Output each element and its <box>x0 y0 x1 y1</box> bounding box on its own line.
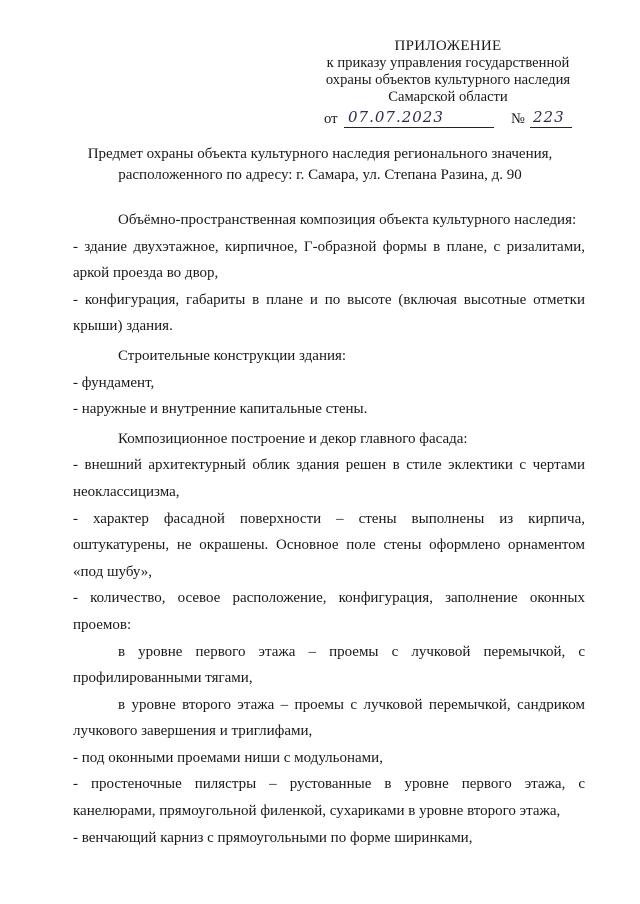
appendix-header <box>318 38 578 106</box>
document-body <box>73 204 585 851</box>
body-paragraph: - характер фасадной поверхности – стены выполнены из кирпича, оштукатурены, не окрашены. Основное поле стены оформлено орнаментом «под шубу», <box>73 510 585 580</box>
order-number-label: № <box>511 111 525 127</box>
appendix-title: ПРИЛОЖЕНИЕ <box>394 38 502 54</box>
section-heading: Строительные конструкции здания: <box>118 347 347 364</box>
body-paragraph: - внешний архитектурный облик здания решен в стиле эклектики с чертами неоклассицизма, <box>73 457 585 500</box>
body-paragraph: - под оконными проемами ниши с модульонами, <box>73 749 383 766</box>
order-reference <box>324 110 574 130</box>
body-paragraph: - конфигурация, габариты в плане и по высоте (включая высотные отметки крыши) здания. <box>73 291 585 335</box>
appendix-line: к приказу управления государственной <box>326 55 570 71</box>
body-paragraph: - фундамент, <box>73 374 155 391</box>
document-subject <box>70 144 570 186</box>
order-date-field <box>344 110 494 128</box>
subject-line: Предмет охраны объекта культурного наследия регионального значения, <box>87 146 553 162</box>
body-paragraph: в уровне первого этажа – проемы с лучковой перемычкой, с профилированными тягами, <box>73 643 585 687</box>
subject-line: расположенного по адресу: г. Самара, ул. Степана Разина, д. 90 <box>118 167 522 183</box>
order-number-field <box>530 110 572 128</box>
body-paragraph: - венчающий карниз с прямоугольными по форме ширинками, <box>73 829 473 846</box>
body-paragraph: - количество, осевое расположение, конфигурация, заполнение оконных проемов: <box>73 590 585 633</box>
appendix-line: охраны объектов культурного наследия <box>325 72 571 88</box>
body-paragraph: - простеночные пилястры – рустованные в уровне первого этажа, с канелюрами, прямоугольной филенкой, сухариками в уровне второго этажа, <box>73 776 585 820</box>
order-date-handwritten: 07.07.2023 <box>348 108 444 126</box>
appendix-line: Самарской области <box>388 89 508 105</box>
section-heading: Объёмно-пространственная композиция объекта культурного наследия: <box>118 212 577 228</box>
section-heading: Композиционное построение и декор главного фасада: <box>118 430 468 447</box>
order-number-handwritten: 223 <box>533 108 565 126</box>
body-paragraph: - здание двухэтажное, кирпичное, Г-образной формы в плане, с ризалитами, аркой проезда во двор, <box>73 238 585 282</box>
body-paragraph: в уровне второго этажа – проемы с лучковой перемычкой, сандриком лучкового завершения и триглифами, <box>73 696 585 740</box>
body-paragraph: - наружные и внутренние капитальные стены. <box>73 401 368 418</box>
order-date-label: от <box>324 111 338 127</box>
